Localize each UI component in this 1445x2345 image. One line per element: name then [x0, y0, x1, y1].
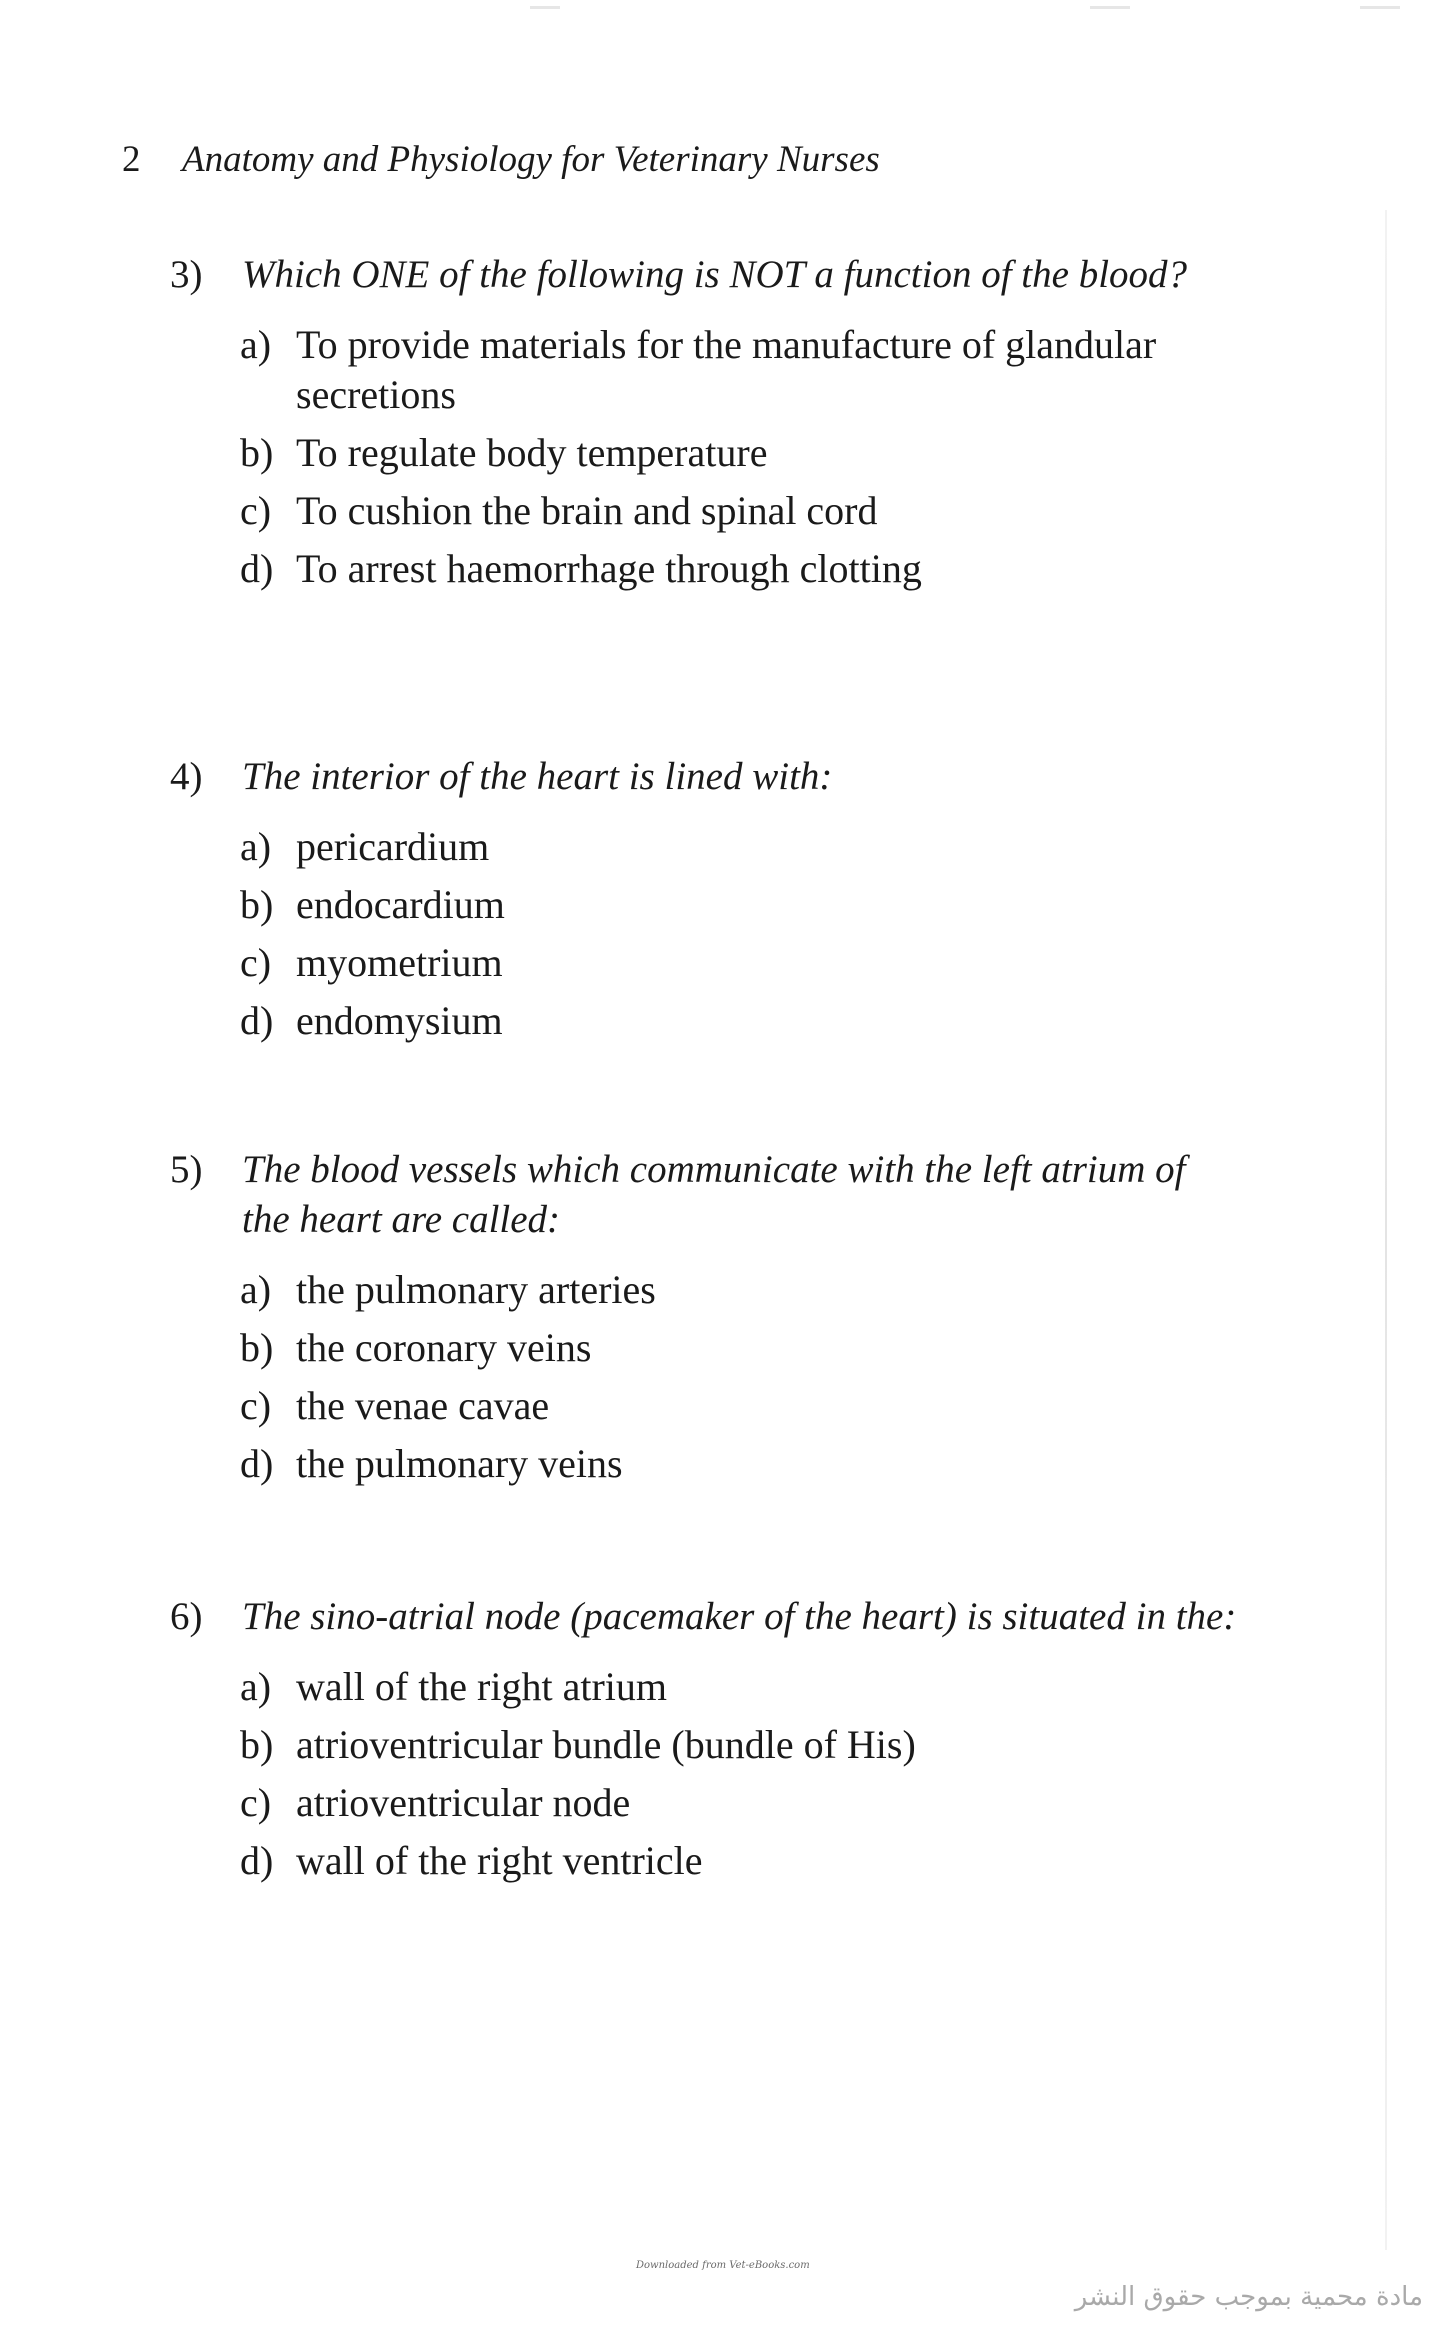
option-text: atrioventricular bundle (bundle of His): [296, 1722, 916, 1767]
option-letter: b): [240, 1325, 274, 1370]
option-text: To cushion the brain and spinal cord: [296, 488, 878, 533]
option-letter: c): [240, 1383, 272, 1428]
answer-option: [240, 1323, 1250, 1373]
option-letter: b): [240, 1722, 274, 1767]
option-text: endomysium: [296, 998, 503, 1043]
answer-option: [240, 1662, 1250, 1712]
option-letter: b): [240, 882, 274, 927]
option-text: wall of the right ventricle: [296, 1838, 703, 1883]
question-text: The sino-atrial node (pacemaker of the heart) is situated in the:: [242, 1595, 1237, 1638]
answer-option: [240, 1265, 1250, 1315]
option-letter: a): [240, 322, 272, 367]
option-text: pericardium: [296, 824, 490, 869]
answer-option: [240, 822, 1250, 872]
download-note: Downloaded from Vet-eBooks.com: [636, 2260, 810, 2271]
answer-options: [240, 1662, 1250, 1886]
option-text: the pulmonary arteries: [296, 1267, 656, 1312]
answer-options: [240, 320, 1250, 594]
option-letter: d): [240, 1441, 274, 1486]
answer-option: [240, 544, 1250, 594]
option-text: wall of the right atrium: [296, 1664, 668, 1709]
running-title: Anatomy and Physiology for Veterinary Nurses: [182, 139, 880, 180]
page-header: [122, 138, 880, 182]
option-text: atrioventricular node: [296, 1780, 631, 1825]
question-text: The interior of the heart is lined with:: [242, 755, 833, 798]
scan-edge-marks: [0, 0, 1445, 20]
option-letter: c): [240, 1780, 272, 1825]
question-6: [170, 1592, 1250, 1894]
question-3: [170, 250, 1250, 602]
question-text: Which ONE of the following is NOT a function of the blood?: [242, 253, 1188, 296]
option-text: To provide materials for the manufacture of glandular secretions: [296, 322, 1157, 417]
option-text: the coronary veins: [296, 1325, 592, 1370]
answer-option: [240, 428, 1250, 478]
option-letter: b): [240, 430, 274, 475]
answer-option: [240, 938, 1250, 988]
question-4: [170, 752, 1250, 1054]
page-edge-rule: [1385, 210, 1387, 2250]
answer-option: [240, 996, 1250, 1046]
option-text: the pulmonary veins: [296, 1441, 623, 1486]
answer-option: [240, 1439, 1250, 1489]
option-letter: c): [240, 940, 272, 985]
answer-option: [240, 1836, 1250, 1886]
page-number: 2: [122, 139, 141, 180]
answer-options: [240, 1265, 1250, 1489]
question-5: [170, 1145, 1250, 1497]
option-letter: d): [240, 546, 274, 591]
answer-option: [240, 1778, 1250, 1828]
option-letter: d): [240, 998, 274, 1043]
option-letter: a): [240, 1664, 272, 1709]
question-number: 4): [170, 755, 203, 798]
copyright-watermark: مادة محمية بموجب حقوق النشر: [1074, 2282, 1423, 2312]
question-text: The blood vessels which communicate with the left atrium of the heart are called:: [242, 1148, 1186, 1241]
question-number: 3): [170, 253, 203, 296]
option-text: the venae cavae: [296, 1383, 550, 1428]
option-text: To arrest haemorrhage through clotting: [296, 546, 922, 591]
option-text: To regulate body temperature: [296, 430, 768, 475]
option-letter: c): [240, 488, 272, 533]
answer-options: [240, 822, 1250, 1046]
answer-option: [240, 486, 1250, 536]
question-number: 5): [170, 1148, 203, 1191]
option-text: endocardium: [296, 882, 505, 927]
answer-option: [240, 1381, 1250, 1431]
answer-option: [240, 1720, 1250, 1770]
option-letter: a): [240, 1267, 272, 1312]
answer-option: [240, 880, 1250, 930]
option-text: myometrium: [296, 940, 503, 985]
option-letter: a): [240, 824, 272, 869]
question-number: 6): [170, 1595, 203, 1638]
answer-option: [240, 320, 1250, 420]
option-letter: d): [240, 1838, 274, 1883]
